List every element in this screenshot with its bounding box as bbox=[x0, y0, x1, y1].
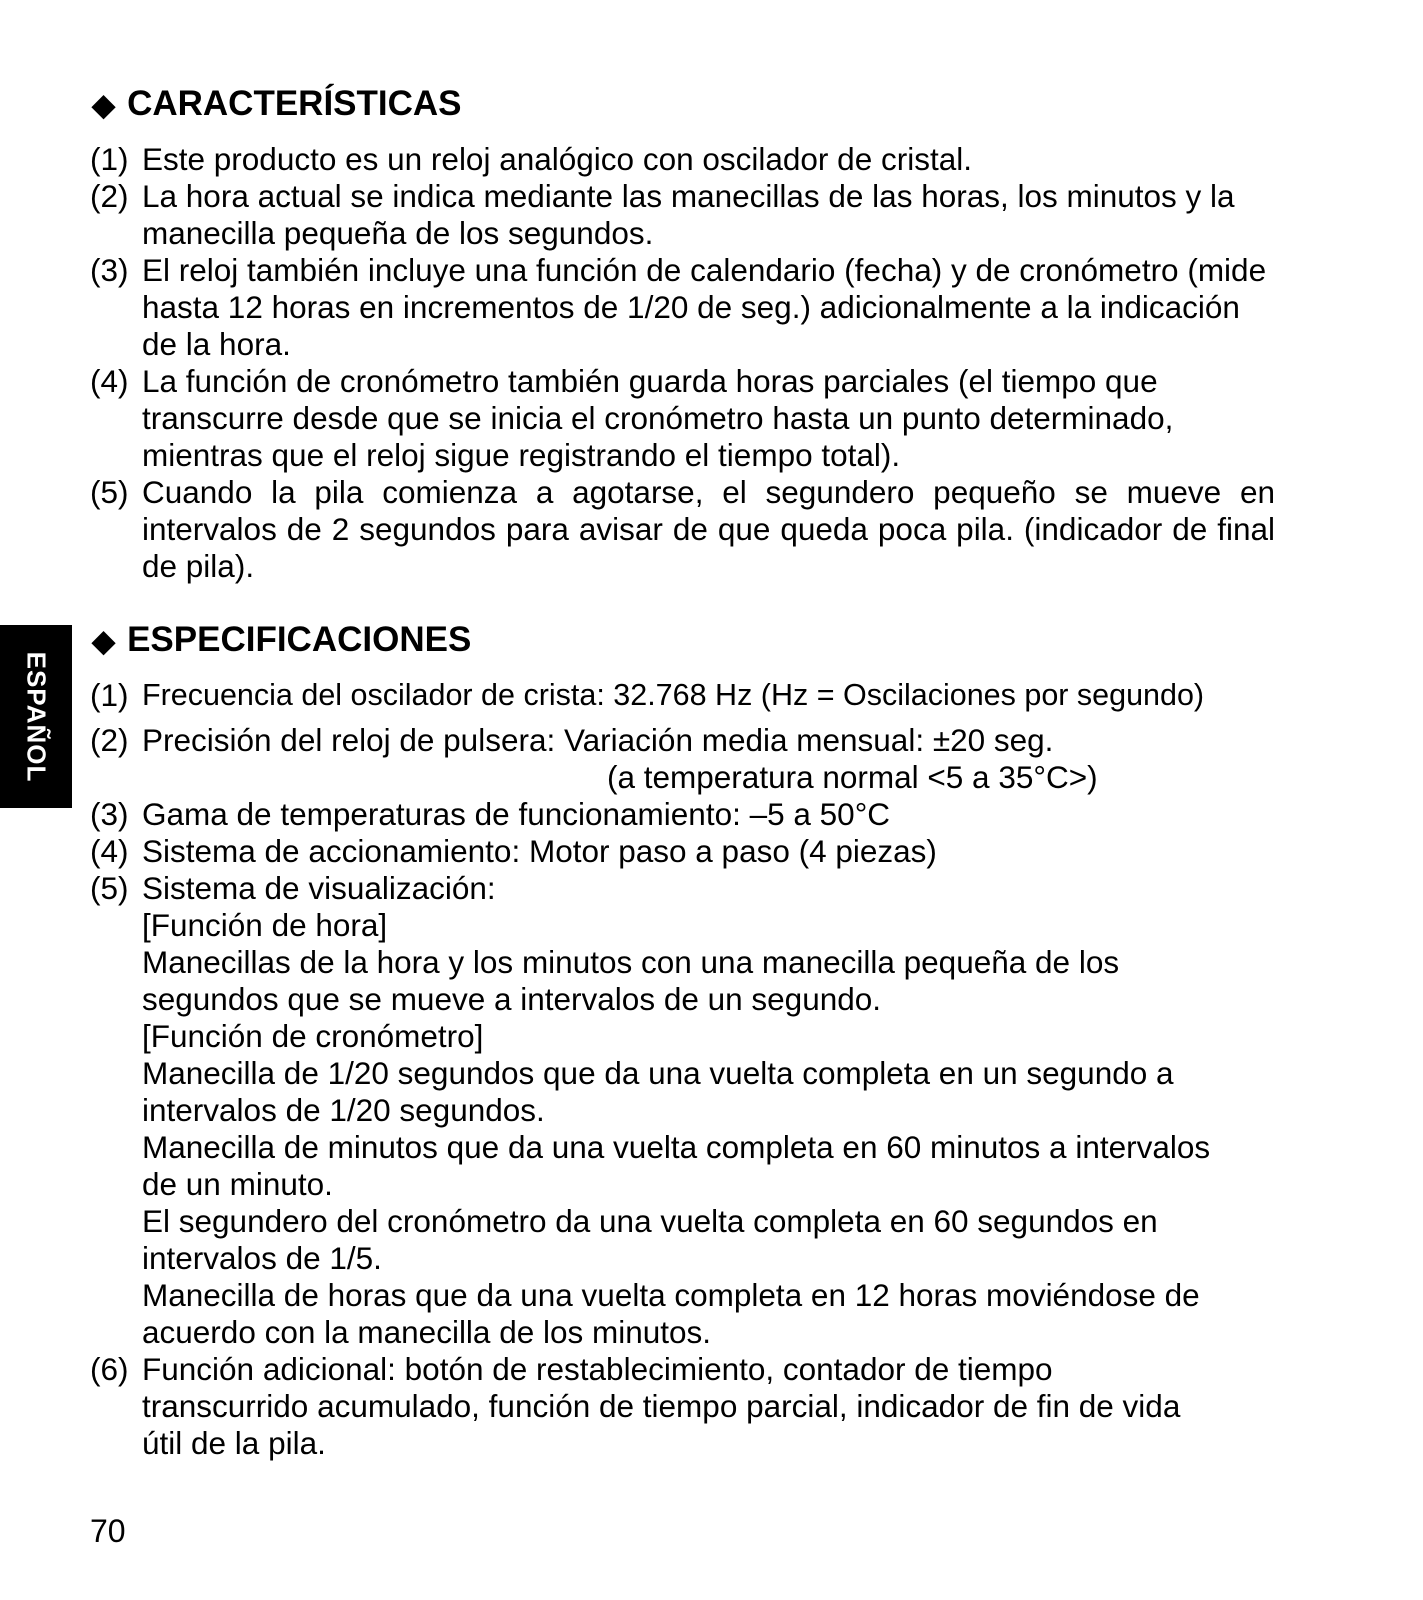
section-heading-especificaciones bbox=[92, 620, 471, 662]
list-item bbox=[90, 178, 1275, 252]
item-number: (2) bbox=[90, 722, 129, 758]
item-line: Manecilla de 1/20 segundos que da una vuelta completa en un segundo a intervalos de 1/20 segundos. bbox=[142, 1055, 1174, 1128]
item-text: Frecuencia del oscilador de crista: 32.768 Hz (Hz = Oscilaciones por segundo) bbox=[142, 678, 1205, 712]
item-text: Este producto es un reloj analógico con oscilador de cristal. bbox=[142, 141, 972, 177]
item-body bbox=[142, 722, 1275, 796]
item-number: (1) bbox=[90, 677, 129, 713]
list-item bbox=[90, 870, 1275, 1351]
item-text: Sistema de visualización: bbox=[142, 870, 496, 906]
item-text: La función de cronómetro también guarda horas parciales (el tiempo que transcurre desde que se inicia el cronómetro hasta un punto determinado, mientras que el reloj sigue registrando el tiempo total). bbox=[142, 363, 1174, 473]
item-text: Precisión del reloj de pulsera: Variación media mensual: ±20 seg. bbox=[142, 722, 1054, 758]
section-heading-caracteristicas bbox=[92, 84, 462, 126]
list-item bbox=[90, 833, 1275, 870]
heading-text: ESPECIFICACIONES bbox=[127, 620, 472, 659]
heading-text: CARACTERÍSTICAS bbox=[127, 84, 462, 123]
item-text: Cuando la pila comienza a agotarse, el segundero pequeño se mueve en intervalos de 2 segundos para avisar de que queda poca pila. (indicador de final de pila). bbox=[142, 474, 1275, 584]
subsection-label: [Función de hora] bbox=[142, 907, 388, 943]
item-line: El segundero del cronómetro da una vuelta completa en 60 segundos en intervalos de 1/5. bbox=[142, 1203, 1158, 1276]
especificaciones-list bbox=[90, 677, 1275, 1462]
list-item bbox=[90, 1351, 1275, 1462]
list-item bbox=[90, 474, 1275, 585]
item-line: Manecilla de horas que da una vuelta completa en 12 horas moviéndose de acuerdo con la manecilla de los minutos. bbox=[142, 1277, 1200, 1350]
language-tab bbox=[0, 625, 72, 808]
item-subtext: (a temperatura normal <5 a 35°C>) bbox=[607, 759, 1098, 795]
item-number: (4) bbox=[90, 833, 129, 869]
list-item bbox=[90, 363, 1275, 474]
item-number: (4) bbox=[90, 363, 129, 399]
item-line: Manecilla de minutos que da una vuelta completa en 60 minutos a intervalos de un minuto. bbox=[142, 1129, 1211, 1202]
list-item bbox=[90, 677, 1275, 714]
diamond-bullet-icon: ◆ bbox=[92, 89, 116, 122]
language-tab-label: ESPAÑOL bbox=[21, 651, 52, 782]
item-text: La hora actual se indica mediante las manecillas de las horas, los minutos y la manecilla pequeña de los segundos. bbox=[142, 178, 1235, 251]
item-number: (5) bbox=[90, 474, 129, 510]
item-text: Función adicional: botón de restablecimiento, contador de tiempo transcurrido acumulado, función de tiempo parcial, indicador de fin de vida útil de la pila. bbox=[142, 1351, 1181, 1461]
diamond-bullet-icon: ◆ bbox=[92, 625, 116, 658]
item-line: Manecillas de la hora y los minutos con una manecilla pequeña de los segundos que se mueve a intervalos de un segundo. bbox=[142, 944, 1120, 1017]
item-number: (5) bbox=[90, 870, 129, 906]
list-item bbox=[90, 141, 1275, 178]
subsection-label: [Función de cronómetro] bbox=[142, 1018, 484, 1054]
item-text: Sistema de accionamiento: Motor paso a paso (4 piezas) bbox=[142, 833, 937, 869]
item-number: (3) bbox=[90, 796, 129, 832]
list-item bbox=[90, 796, 1275, 833]
item-text: Gama de temperaturas de funcionamiento: –5 a 50°C bbox=[142, 796, 891, 832]
item-number: (6) bbox=[90, 1351, 129, 1387]
caracteristicas-list bbox=[90, 141, 1275, 585]
list-item bbox=[90, 252, 1275, 363]
item-number: (2) bbox=[90, 178, 129, 214]
list-item bbox=[90, 722, 1275, 796]
item-number: (1) bbox=[90, 141, 129, 177]
item-number: (3) bbox=[90, 252, 129, 288]
item-text: El reloj también incluye una función de calendario (fecha) y de cronómetro (mide hasta 12 horas en incrementos de 1/20 de seg.) adicionalmente a la indicación de la hora. bbox=[142, 252, 1267, 362]
item-body bbox=[142, 870, 1275, 1351]
page-number: 70 bbox=[90, 1513, 126, 1549]
